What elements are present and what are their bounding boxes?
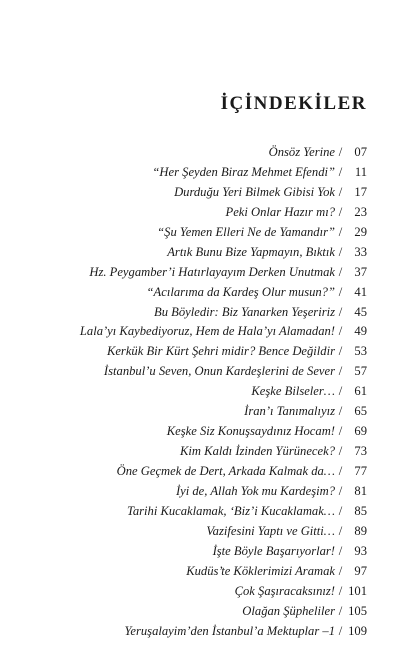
toc-page-number: 93 bbox=[354, 543, 367, 558]
toc-entry-title: Kudüs’te Köklerimizi Aramak bbox=[186, 563, 335, 578]
toc-separator: / bbox=[338, 244, 343, 259]
toc-entry bbox=[80, 444, 367, 464]
toc-entry bbox=[80, 464, 367, 484]
toc-separator: / bbox=[338, 483, 343, 498]
toc-separator: / bbox=[338, 304, 343, 319]
toc-entry bbox=[80, 404, 367, 424]
toc-page-number: 109 bbox=[348, 623, 367, 638]
toc-entry-title: “Şu Yemen Elleri Ne de Yamandır” bbox=[157, 224, 335, 239]
toc-entry-title: Öne Geçmek de Dert, Arkada Kalmak da… bbox=[116, 464, 335, 478]
toc-separator: / bbox=[338, 264, 343, 279]
toc-page-number: 37 bbox=[354, 264, 367, 279]
toc-page-number: 61 bbox=[354, 384, 367, 399]
toc-entry bbox=[80, 225, 367, 245]
toc-entry bbox=[80, 344, 367, 364]
toc-separator: / bbox=[338, 603, 343, 618]
toc-entry-title: Vazifesini Yaptı ve Gitti… bbox=[206, 523, 335, 538]
toc-entry-title: Yeruşalayim’den İstanbul’a Mektuplar –1 bbox=[124, 623, 335, 638]
toc-entry bbox=[80, 604, 367, 624]
toc-entry-title: Keşke Siz Konuşsaydınız Hocam! bbox=[166, 424, 335, 439]
toc-separator: / bbox=[338, 145, 343, 159]
toc-entry-title: İstanbul’u Seven, Onun Kardeşlerini de Sever bbox=[103, 364, 335, 379]
toc-entry-title: Artık Bunu Bize Yapmayın, Bıktık bbox=[167, 244, 335, 259]
toc-entry bbox=[80, 185, 367, 205]
toc-page-number: 57 bbox=[354, 364, 367, 379]
toc-entry-title: Kim Kaldı İzinden Yürünecek? bbox=[180, 444, 335, 459]
toc-page-number: 65 bbox=[354, 404, 367, 419]
toc-entry bbox=[80, 364, 367, 384]
toc-entry-title: “Acılarıma da Kardeş Olur musun?” bbox=[146, 284, 335, 299]
toc-entry bbox=[80, 424, 367, 444]
toc-entry-title: “Her Şeyden Biraz Mehmet Efendi” bbox=[152, 164, 335, 179]
toc-separator: / bbox=[338, 623, 343, 638]
toc-separator: / bbox=[338, 503, 343, 518]
toc-entry bbox=[80, 205, 367, 225]
toc-entry bbox=[80, 504, 367, 524]
toc-entry bbox=[80, 524, 367, 544]
toc-entry bbox=[80, 285, 367, 305]
toc-entry-title: Önsöz Yerine bbox=[268, 145, 335, 159]
toc-page-number: 41 bbox=[354, 284, 367, 299]
toc-separator: / bbox=[338, 444, 343, 459]
toc-list bbox=[80, 145, 367, 643]
toc-entry-title: Çok Şaşıracaksınız! bbox=[234, 583, 335, 598]
toc-entry bbox=[80, 564, 367, 584]
toc-entry bbox=[80, 544, 367, 564]
toc-page-number: 81 bbox=[354, 483, 367, 498]
toc-page-number: 69 bbox=[354, 424, 367, 439]
toc-entry bbox=[80, 584, 367, 604]
toc-entry-title: Keşke Bilseler… bbox=[251, 384, 335, 399]
toc-separator: / bbox=[338, 364, 343, 379]
toc-entry bbox=[80, 324, 367, 344]
toc-separator: / bbox=[338, 424, 343, 439]
toc-entry bbox=[80, 145, 367, 165]
toc-entry-title: İran’ı Tanımalıyız bbox=[244, 404, 335, 419]
toc-entry bbox=[80, 384, 367, 404]
toc-entry bbox=[80, 624, 367, 644]
toc-separator: / bbox=[338, 284, 343, 299]
toc-page-number: 29 bbox=[354, 224, 367, 239]
toc-entry bbox=[80, 305, 367, 325]
toc-entry bbox=[80, 245, 367, 265]
toc-separator: / bbox=[338, 224, 343, 239]
toc-separator: / bbox=[338, 324, 343, 339]
toc-separator: / bbox=[338, 164, 343, 179]
toc-page-number: 17 bbox=[354, 184, 367, 199]
toc-heading: İÇİNDEKİLER bbox=[220, 93, 367, 114]
toc-page-number: 23 bbox=[354, 204, 367, 219]
toc-page-number: 85 bbox=[354, 503, 367, 518]
toc-entry bbox=[80, 265, 367, 285]
toc-page-number: 77 bbox=[354, 464, 367, 478]
toc-page-number: 105 bbox=[348, 603, 367, 618]
toc-entry-title: Olağan Şüpheliler bbox=[242, 603, 335, 618]
toc-entry-title: İyi de, Allah Yok mu Kardeşim? bbox=[175, 483, 335, 498]
toc-separator: / bbox=[338, 204, 343, 219]
toc-page-number: 101 bbox=[348, 583, 367, 598]
toc-page-number: 97 bbox=[354, 563, 367, 578]
toc-separator: / bbox=[338, 583, 343, 598]
toc-separator: / bbox=[338, 563, 343, 578]
toc-page-number: 49 bbox=[354, 324, 367, 339]
toc-separator: / bbox=[338, 344, 343, 359]
toc-separator: / bbox=[338, 384, 343, 399]
toc-entry-title: Bu Böyledir: Biz Yanarken Yeşeririz bbox=[154, 304, 335, 319]
toc-separator: / bbox=[338, 464, 343, 478]
toc-page-number: 11 bbox=[354, 164, 367, 179]
toc-entry-title: Peki Onlar Hazır mı? bbox=[225, 204, 335, 219]
toc-entry-title: Kerkük Bir Kürt Şehri midir? Bence Değildir bbox=[106, 344, 335, 359]
toc-entry bbox=[80, 165, 367, 185]
toc-separator: / bbox=[338, 184, 343, 199]
toc-entry-title: Tarihi Kucaklamak, ‘Biz’i Kucaklamak… bbox=[126, 503, 335, 518]
toc-page-number: 07 bbox=[354, 145, 367, 159]
toc-page-number: 53 bbox=[354, 344, 367, 359]
toc-page-number: 89 bbox=[354, 523, 367, 538]
toc-entry-title: Lala’yı Kaybediyoruz, Hem de Hala’yı Alamadan! bbox=[79, 324, 335, 339]
toc-separator: / bbox=[338, 523, 343, 538]
toc-page-number: 33 bbox=[354, 244, 367, 259]
toc-entry bbox=[80, 484, 367, 504]
toc-entry-title: İşte Böyle Başarıyorlar! bbox=[212, 543, 335, 558]
toc-separator: / bbox=[338, 404, 343, 419]
toc-entry-title: Durduğu Yeri Bilmek Gibisi Yok bbox=[174, 184, 335, 199]
toc-page-number: 45 bbox=[354, 304, 367, 319]
toc-page-number: 73 bbox=[354, 444, 367, 459]
toc-entry-title: Hz. Peygamber’i Hatırlayayım Derken Unutmak bbox=[89, 264, 335, 279]
toc-separator: / bbox=[338, 543, 343, 558]
